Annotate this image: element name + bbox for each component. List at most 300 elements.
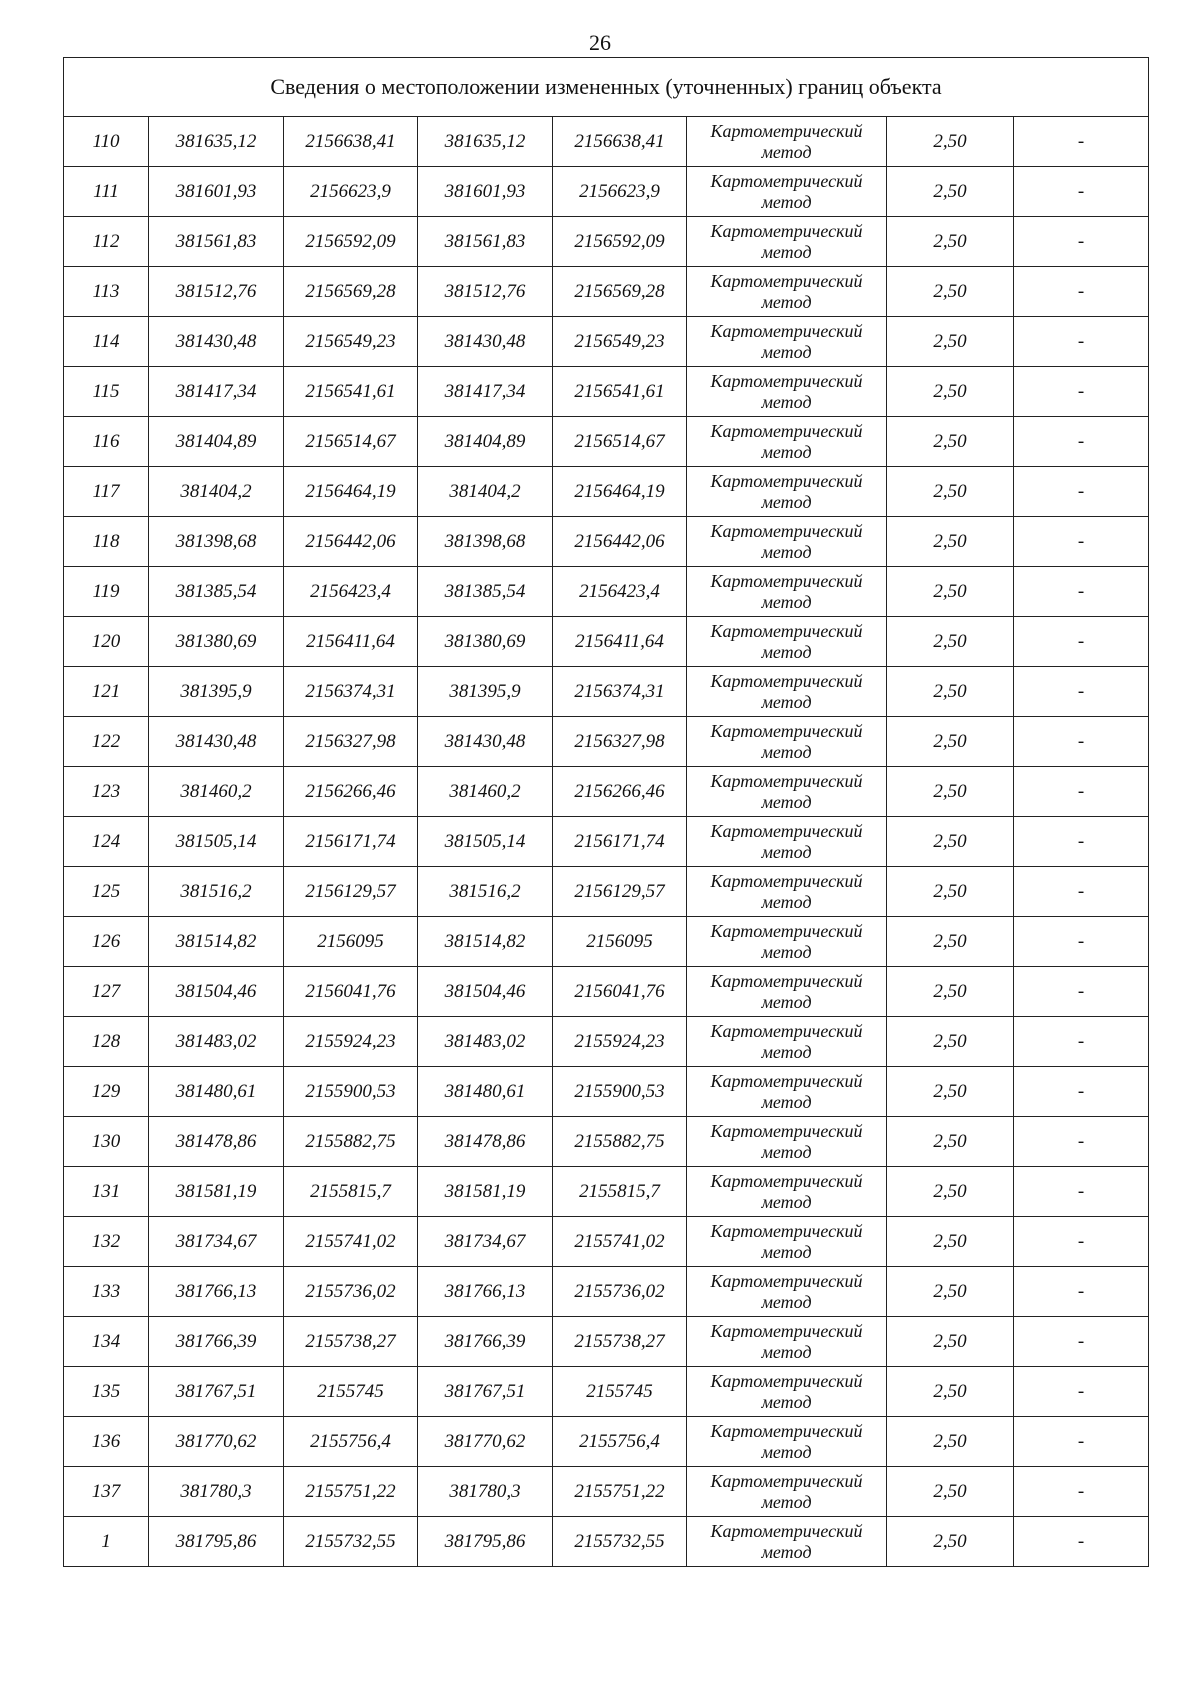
refined-y-cell: 2156442,06 (553, 517, 687, 567)
method-cell (687, 1467, 887, 1517)
table-row (64, 1517, 1149, 1567)
method-text: Картометрический (710, 970, 863, 991)
existing-y-cell: 2155882,75 (284, 1117, 418, 1167)
refined-x-cell: 381404,89 (418, 417, 553, 467)
method-text: метод (761, 1491, 812, 1512)
point-number-cell: 129 (64, 1067, 149, 1117)
method-text: метод (761, 941, 812, 962)
table-row (64, 1017, 1149, 1067)
method-text: метод (761, 1541, 812, 1562)
method-cell (687, 817, 887, 867)
existing-y-cell: 2156423,4 (284, 567, 418, 617)
accuracy-cell: 2,50 (887, 1017, 1014, 1067)
existing-y-cell: 2156327,98 (284, 717, 418, 767)
refined-y-cell: 2155732,55 (553, 1517, 687, 1567)
existing-y-cell: 2156623,9 (284, 167, 418, 217)
note-cell: - (1014, 267, 1149, 317)
accuracy-cell: 2,50 (887, 1367, 1014, 1417)
refined-x-cell: 381385,54 (418, 567, 553, 617)
point-number-cell: 114 (64, 317, 149, 367)
refined-x-cell: 381514,82 (418, 917, 553, 967)
refined-y-cell: 2156623,9 (553, 167, 687, 217)
note-cell: - (1014, 717, 1149, 767)
method-text: метод (761, 1091, 812, 1112)
refined-x-cell: 381516,2 (418, 867, 553, 917)
point-number-cell: 126 (64, 917, 149, 967)
method-text: метод (761, 591, 812, 612)
refined-x-cell: 381581,19 (418, 1167, 553, 1217)
accuracy-cell: 2,50 (887, 1317, 1014, 1367)
point-number-cell: 125 (64, 867, 149, 917)
existing-x-cell: 381404,2 (149, 467, 284, 517)
existing-y-cell: 2155900,53 (284, 1067, 418, 1117)
method-text: метод (761, 491, 812, 512)
method-text: Картометрический (710, 820, 863, 841)
method-cell (687, 1067, 887, 1117)
accuracy-cell: 2,50 (887, 767, 1014, 817)
existing-y-cell: 2156411,64 (284, 617, 418, 667)
note-cell: - (1014, 1517, 1149, 1567)
method-cell (687, 467, 887, 517)
table-row (64, 1267, 1149, 1317)
point-number-cell: 124 (64, 817, 149, 867)
table-body (64, 58, 1149, 1567)
accuracy-cell: 2,50 (887, 567, 1014, 617)
point-number-cell: 123 (64, 767, 149, 817)
method-text: Картометрический (710, 1270, 863, 1291)
method-cell (687, 917, 887, 967)
existing-y-cell: 2156638,41 (284, 117, 418, 167)
refined-x-cell: 381734,67 (418, 1217, 553, 1267)
refined-y-cell: 2155882,75 (553, 1117, 687, 1167)
refined-y-cell: 2156464,19 (553, 467, 687, 517)
refined-x-cell: 381417,34 (418, 367, 553, 417)
method-text: метод (761, 241, 812, 262)
method-cell (687, 417, 887, 467)
method-text: метод (761, 641, 812, 662)
note-cell: - (1014, 617, 1149, 667)
existing-x-cell: 381635,12 (149, 117, 284, 167)
existing-x-cell: 381734,67 (149, 1217, 284, 1267)
method-cell (687, 367, 887, 417)
method-text: Картометрический (710, 170, 863, 191)
existing-x-cell: 381581,19 (149, 1167, 284, 1217)
refined-y-cell: 2155756,4 (553, 1417, 687, 1467)
note-cell: - (1014, 1417, 1149, 1467)
method-text: Картометрический (710, 620, 863, 641)
existing-y-cell: 2156374,31 (284, 667, 418, 717)
refined-y-cell: 2155751,22 (553, 1467, 687, 1517)
existing-x-cell: 381430,48 (149, 717, 284, 767)
method-text: метод (761, 1041, 812, 1062)
refined-x-cell: 381512,76 (418, 267, 553, 317)
point-number-cell: 115 (64, 367, 149, 417)
method-text: метод (761, 1241, 812, 1262)
method-cell (687, 717, 887, 767)
note-cell: - (1014, 1067, 1149, 1117)
refined-y-cell: 2156171,74 (553, 817, 687, 867)
method-cell (687, 867, 887, 917)
method-cell (687, 1417, 887, 1467)
point-number-cell: 119 (64, 567, 149, 617)
refined-y-cell: 2155736,02 (553, 1267, 687, 1317)
method-cell (687, 1367, 887, 1417)
table-row (64, 217, 1149, 267)
refined-x-cell: 381430,48 (418, 717, 553, 767)
method-text: метод (761, 541, 812, 562)
method-text: метод (761, 1391, 812, 1412)
point-number-cell: 128 (64, 1017, 149, 1067)
method-text: метод (761, 191, 812, 212)
method-cell (687, 1317, 887, 1367)
existing-y-cell: 2156541,61 (284, 367, 418, 417)
existing-x-cell: 381514,82 (149, 917, 284, 967)
accuracy-cell: 2,50 (887, 267, 1014, 317)
refined-x-cell: 381395,9 (418, 667, 553, 717)
accuracy-cell: 2,50 (887, 967, 1014, 1017)
refined-y-cell: 2155924,23 (553, 1017, 687, 1067)
accuracy-cell: 2,50 (887, 517, 1014, 567)
table-row (64, 567, 1149, 617)
method-text: метод (761, 741, 812, 762)
refined-y-cell: 2156638,41 (553, 117, 687, 167)
table-row (64, 1367, 1149, 1417)
refined-y-cell: 2156041,76 (553, 967, 687, 1017)
point-number-cell: 127 (64, 967, 149, 1017)
point-number-cell: 120 (64, 617, 149, 667)
method-text: метод (761, 891, 812, 912)
point-number-cell: 131 (64, 1167, 149, 1217)
method-text: Картометрический (710, 1370, 863, 1391)
note-cell: - (1014, 1367, 1149, 1417)
table-row (64, 1217, 1149, 1267)
existing-x-cell: 381398,68 (149, 517, 284, 567)
refined-y-cell: 2156374,31 (553, 667, 687, 717)
refined-y-cell: 2155815,7 (553, 1167, 687, 1217)
note-cell: - (1014, 217, 1149, 267)
boundary-coordinates-table (63, 57, 1149, 1567)
note-cell: - (1014, 517, 1149, 567)
table-row (64, 717, 1149, 767)
existing-y-cell: 2156041,76 (284, 967, 418, 1017)
accuracy-cell: 2,50 (887, 317, 1014, 367)
point-number-cell: 1 (64, 1517, 149, 1567)
refined-x-cell: 381398,68 (418, 517, 553, 567)
method-text: Картометрический (710, 1470, 863, 1491)
method-text: метод (761, 841, 812, 862)
accuracy-cell: 2,50 (887, 1467, 1014, 1517)
accuracy-cell: 2,50 (887, 1117, 1014, 1167)
table-row (64, 1167, 1149, 1217)
accuracy-cell: 2,50 (887, 367, 1014, 417)
method-cell (687, 1217, 887, 1267)
refined-x-cell: 381480,61 (418, 1067, 553, 1117)
table-row (64, 1117, 1149, 1167)
existing-y-cell: 2155924,23 (284, 1017, 418, 1067)
note-cell: - (1014, 117, 1149, 167)
page-number: 26 (589, 30, 611, 55)
note-cell: - (1014, 1117, 1149, 1167)
note-cell: - (1014, 1217, 1149, 1267)
table-row (64, 1317, 1149, 1367)
method-text: метод (761, 141, 812, 162)
refined-x-cell: 381505,14 (418, 817, 553, 867)
method-text: Картометрический (710, 470, 863, 491)
method-text: Картометрический (710, 1120, 863, 1141)
existing-x-cell: 381430,48 (149, 317, 284, 367)
refined-x-cell: 381635,12 (418, 117, 553, 167)
method-text: метод (761, 441, 812, 462)
note-cell: - (1014, 817, 1149, 867)
existing-x-cell: 381561,83 (149, 217, 284, 267)
existing-x-cell: 381766,13 (149, 1267, 284, 1317)
method-text: метод (761, 1291, 812, 1312)
point-number-cell: 122 (64, 717, 149, 767)
existing-x-cell: 381770,62 (149, 1417, 284, 1467)
refined-y-cell: 2156411,64 (553, 617, 687, 667)
method-text: Картометрический (710, 420, 863, 441)
method-cell (687, 117, 887, 167)
method-text: Картометрический (710, 1070, 863, 1091)
refined-x-cell: 381766,13 (418, 1267, 553, 1317)
table-row (64, 817, 1149, 867)
method-cell (687, 617, 887, 667)
refined-y-cell: 2156266,46 (553, 767, 687, 817)
refined-y-cell: 2156549,23 (553, 317, 687, 367)
refined-x-cell: 381483,02 (418, 1017, 553, 1067)
existing-y-cell: 2156569,28 (284, 267, 418, 317)
note-cell: - (1014, 1167, 1149, 1217)
existing-x-cell: 381505,14 (149, 817, 284, 867)
refined-x-cell: 381460,2 (418, 767, 553, 817)
note-cell: - (1014, 167, 1149, 217)
method-cell (687, 767, 887, 817)
method-text: метод (761, 991, 812, 1012)
method-text: Картометрический (710, 1220, 863, 1241)
note-cell: - (1014, 417, 1149, 467)
existing-y-cell: 2155756,4 (284, 1417, 418, 1467)
table-row (64, 867, 1149, 917)
point-number-cell: 113 (64, 267, 149, 317)
refined-x-cell: 381561,83 (418, 217, 553, 267)
refined-x-cell: 381780,3 (418, 1467, 553, 1517)
accuracy-cell: 2,50 (887, 667, 1014, 717)
accuracy-cell: 2,50 (887, 217, 1014, 267)
note-cell: - (1014, 1267, 1149, 1317)
existing-y-cell: 2156464,19 (284, 467, 418, 517)
method-text: Картометрический (710, 370, 863, 391)
accuracy-cell: 2,50 (887, 167, 1014, 217)
refined-y-cell: 2156129,57 (553, 867, 687, 917)
existing-y-cell: 2155741,02 (284, 1217, 418, 1267)
existing-y-cell: 2155732,55 (284, 1517, 418, 1567)
method-text: метод (761, 391, 812, 412)
point-number-cell: 116 (64, 417, 149, 467)
method-cell (687, 1167, 887, 1217)
method-text: метод (761, 1441, 812, 1462)
method-text: метод (761, 1191, 812, 1212)
point-number-cell: 134 (64, 1317, 149, 1367)
point-number-cell: 118 (64, 517, 149, 567)
refined-x-cell: 381795,86 (418, 1517, 553, 1567)
existing-x-cell: 381601,93 (149, 167, 284, 217)
refined-x-cell: 381504,46 (418, 967, 553, 1017)
table-row (64, 117, 1149, 167)
refined-y-cell: 2156423,4 (553, 567, 687, 617)
note-cell: - (1014, 317, 1149, 367)
table-row (64, 317, 1149, 367)
refined-x-cell: 381770,62 (418, 1417, 553, 1467)
existing-x-cell: 381516,2 (149, 867, 284, 917)
point-number-cell: 121 (64, 667, 149, 717)
method-text: метод (761, 791, 812, 812)
accuracy-cell: 2,50 (887, 867, 1014, 917)
note-cell: - (1014, 867, 1149, 917)
accuracy-cell: 2,50 (887, 1067, 1014, 1117)
accuracy-cell: 2,50 (887, 417, 1014, 467)
refined-y-cell: 2156569,28 (553, 267, 687, 317)
existing-y-cell: 2156171,74 (284, 817, 418, 867)
accuracy-cell: 2,50 (887, 1167, 1014, 1217)
table-row (64, 667, 1149, 717)
method-text: Картометрический (710, 1020, 863, 1041)
point-number-cell: 111 (64, 167, 149, 217)
existing-x-cell: 381795,86 (149, 1517, 284, 1567)
table-row (64, 967, 1149, 1017)
method-cell (687, 1267, 887, 1317)
accuracy-cell: 2,50 (887, 467, 1014, 517)
table-row (64, 1067, 1149, 1117)
existing-x-cell: 381460,2 (149, 767, 284, 817)
existing-y-cell: 2155815,7 (284, 1167, 418, 1217)
method-text: метод (761, 341, 812, 362)
method-text: Картометрический (710, 270, 863, 291)
existing-y-cell: 2155738,27 (284, 1317, 418, 1367)
method-text: Картометрический (710, 870, 863, 891)
table-row (64, 1417, 1149, 1467)
note-cell: - (1014, 967, 1149, 1017)
refined-x-cell: 381430,48 (418, 317, 553, 367)
method-text: Картометрический (710, 570, 863, 591)
existing-x-cell: 381767,51 (149, 1367, 284, 1417)
point-number-cell: 133 (64, 1267, 149, 1317)
refined-y-cell: 2156327,98 (553, 717, 687, 767)
refined-y-cell: 2156095 (553, 917, 687, 967)
accuracy-cell: 2,50 (887, 917, 1014, 967)
existing-x-cell: 381385,54 (149, 567, 284, 617)
existing-y-cell: 2156592,09 (284, 217, 418, 267)
note-cell: - (1014, 1467, 1149, 1517)
method-text: метод (761, 691, 812, 712)
note-cell: - (1014, 367, 1149, 417)
table-row (64, 267, 1149, 317)
point-number-cell: 132 (64, 1217, 149, 1267)
method-text: Картометрический (710, 1520, 863, 1541)
method-text: метод (761, 1341, 812, 1362)
refined-x-cell: 381767,51 (418, 1367, 553, 1417)
refined-y-cell: 2155900,53 (553, 1067, 687, 1117)
method-text: Картометрический (710, 720, 863, 741)
existing-x-cell: 381417,34 (149, 367, 284, 417)
refined-x-cell: 381380,69 (418, 617, 553, 667)
method-text: Картометрический (710, 920, 863, 941)
refined-x-cell: 381404,2 (418, 467, 553, 517)
table-row (64, 1467, 1149, 1517)
table-row (64, 167, 1149, 217)
existing-x-cell: 381404,89 (149, 417, 284, 467)
table-row (64, 767, 1149, 817)
table-row (64, 617, 1149, 667)
table-row (64, 367, 1149, 417)
existing-y-cell: 2155745 (284, 1367, 418, 1417)
method-cell (687, 517, 887, 567)
table-row (64, 467, 1149, 517)
refined-y-cell: 2155738,27 (553, 1317, 687, 1367)
note-cell: - (1014, 1317, 1149, 1367)
existing-x-cell: 381780,3 (149, 1467, 284, 1517)
existing-x-cell: 381395,9 (149, 667, 284, 717)
existing-y-cell: 2156442,06 (284, 517, 418, 567)
method-cell (687, 217, 887, 267)
point-number-cell: 130 (64, 1117, 149, 1167)
note-cell: - (1014, 917, 1149, 967)
point-number-cell: 112 (64, 217, 149, 267)
existing-x-cell: 381766,39 (149, 1317, 284, 1367)
accuracy-cell: 2,50 (887, 817, 1014, 867)
note-cell: - (1014, 1017, 1149, 1067)
method-text: Картометрический (710, 520, 863, 541)
existing-y-cell: 2156266,46 (284, 767, 418, 817)
accuracy-cell: 2,50 (887, 117, 1014, 167)
point-number-cell: 110 (64, 117, 149, 167)
method-cell (687, 267, 887, 317)
method-text: метод (761, 291, 812, 312)
accuracy-cell: 2,50 (887, 1517, 1014, 1567)
method-text: Картометрический (710, 120, 863, 141)
existing-x-cell: 381480,61 (149, 1067, 284, 1117)
method-text: Картометрический (710, 670, 863, 691)
existing-x-cell: 381512,76 (149, 267, 284, 317)
existing-y-cell: 2156514,67 (284, 417, 418, 467)
point-number-cell: 137 (64, 1467, 149, 1517)
point-number-cell: 135 (64, 1367, 149, 1417)
method-cell (687, 167, 887, 217)
existing-y-cell: 2155751,22 (284, 1467, 418, 1517)
existing-y-cell: 2156549,23 (284, 317, 418, 367)
existing-x-cell: 381483,02 (149, 1017, 284, 1067)
refined-y-cell: 2155741,02 (553, 1217, 687, 1267)
method-cell (687, 967, 887, 1017)
point-number-cell: 136 (64, 1417, 149, 1467)
method-text: Картометрический (710, 1170, 863, 1191)
accuracy-cell: 2,50 (887, 1217, 1014, 1267)
refined-x-cell: 381601,93 (418, 167, 553, 217)
method-text: Картометрический (710, 1320, 863, 1341)
accuracy-cell: 2,50 (887, 617, 1014, 667)
table-row (64, 417, 1149, 467)
method-cell (687, 317, 887, 367)
method-cell (687, 567, 887, 617)
note-cell: - (1014, 567, 1149, 617)
existing-y-cell: 2156095 (284, 917, 418, 967)
method-cell (687, 1517, 887, 1567)
table-header-row (64, 58, 1149, 117)
refined-y-cell: 2155745 (553, 1367, 687, 1417)
refined-y-cell: 2156514,67 (553, 417, 687, 467)
refined-x-cell: 381478,86 (418, 1117, 553, 1167)
refined-y-cell: 2156592,09 (553, 217, 687, 267)
accuracy-cell: 2,50 (887, 1417, 1014, 1467)
